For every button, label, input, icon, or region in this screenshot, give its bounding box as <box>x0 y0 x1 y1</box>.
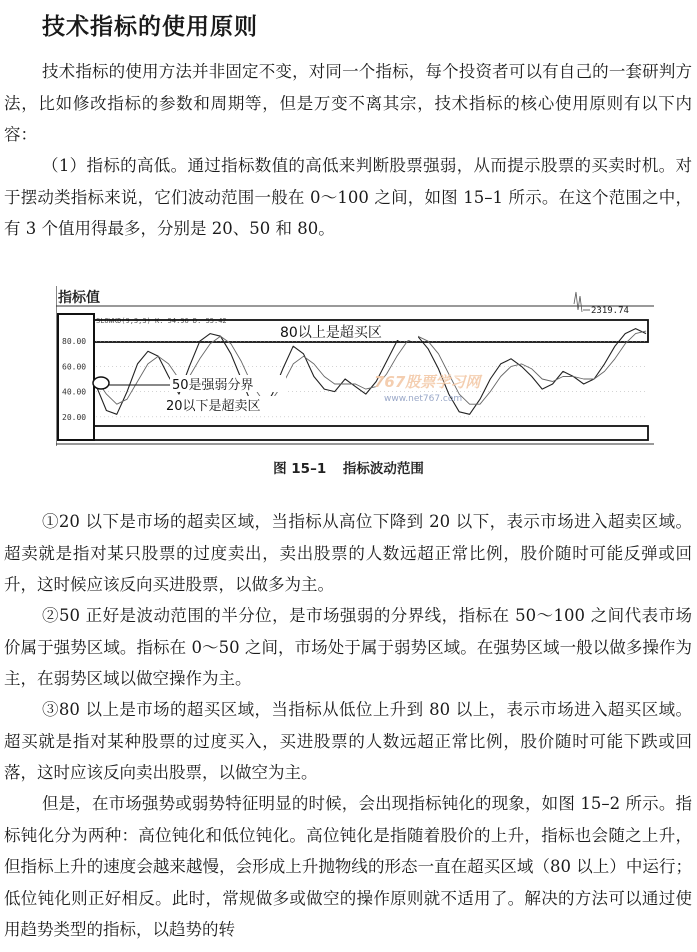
midline-label: 50是强弱分界 <box>172 378 254 393</box>
ytick-label: 60.00 <box>62 362 87 372</box>
intro-paragraph: 技术指标的使用方法并非固定不变，对同一个指标，每个投资者可以有自己的一套研判方法，比如修改指标的参数和周期等，但是万变不离其宗，技术指标的核心使用原则有以下内容： <box>4 62 692 144</box>
oversold-label: 20以下是超卖区 <box>166 399 261 414</box>
overbought-label: 80以上是超买区 <box>280 325 382 341</box>
item80-paragraph: ③80 以上是市场的超买区域，当指标从低位上升到 80 以上，表示市场进入超买区域。超买就是指对某种股票的过度买入，买进股票的人数远超正常比例，股价随时可能下跌或回落，这时应该反向卖出股票，以做空为主。 <box>4 700 692 782</box>
watermark-url: www.net767.com <box>384 394 463 404</box>
item20-paragraph: ①20 以下是市场的超卖区域，当指标从高位下降到 20 以下，表示市场进入超卖区域。超卖就是指对某只股票的过度卖出，卖出股票的人数远超正常比例，股价随时可能反弹或回升，这时候应该反向买进股票，以做多为主。 <box>4 512 692 594</box>
indicator-chart <box>56 286 654 446</box>
ytick-label: 80.00 <box>62 337 87 347</box>
chart-legend-text: SLOWKD(9,3,3) K: 54.96 D: 55.42 <box>96 317 227 325</box>
figure-title: 指标波动范围 <box>342 461 424 477</box>
ytick-label: 40.00 <box>62 387 87 397</box>
oversold-band <box>94 426 648 440</box>
ytick-label: 20.00 <box>62 412 87 422</box>
point1-paragraph: （1）指标的高低。通过指标数值的高低来判断股票强弱，从而提示股票的买卖时机。对于摆动类指标来说，它们波动范围一般在 0～100 之间，如图 15–1 所示。在这个范围之中，有 3 个值用得最多，分别是 20、50 和 80。 <box>4 156 692 238</box>
chart-price-label: 2319.74 <box>591 306 629 316</box>
price-spike <box>574 292 582 312</box>
item50-paragraph: ②50 正好是波动范围的半分位，是市场强弱的分界线，指标在 50～100 之间代表市场价属于强势区域。指标在 0～50 之间，市场处于属于弱势区域。在强势区域一般以做多操作为主，在弱势区域以做空操作为主。 <box>4 606 692 688</box>
figure-caption <box>0 457 697 477</box>
figure-number: 图 15–1 <box>273 461 327 477</box>
midline-marker <box>93 377 109 389</box>
chart-title: 指标值 <box>58 290 100 306</box>
watermark-text: 767股票学习网 <box>374 373 481 391</box>
page-title: 技术指标的使用原则 <box>42 14 258 40</box>
dull-paragraph: 但是，在市场强势或弱势特征明显的时候，会出现指标钝化的现象，如图 15–2 所示。指标钝化分为两种：高位钝化和低位钝化。高位钝化是指随着股价的上升，指标也会随之上升，但指标上升的速度会越来越慢，会形成上升抛物线的形态一直在超买区域（80 以上）中运行；低位钝化则正好相反。此时，常规做多或做空的操作原则就不适用了。解决的方法可以通过使用趋势类型的指标，以趋势的转 <box>4 794 692 939</box>
